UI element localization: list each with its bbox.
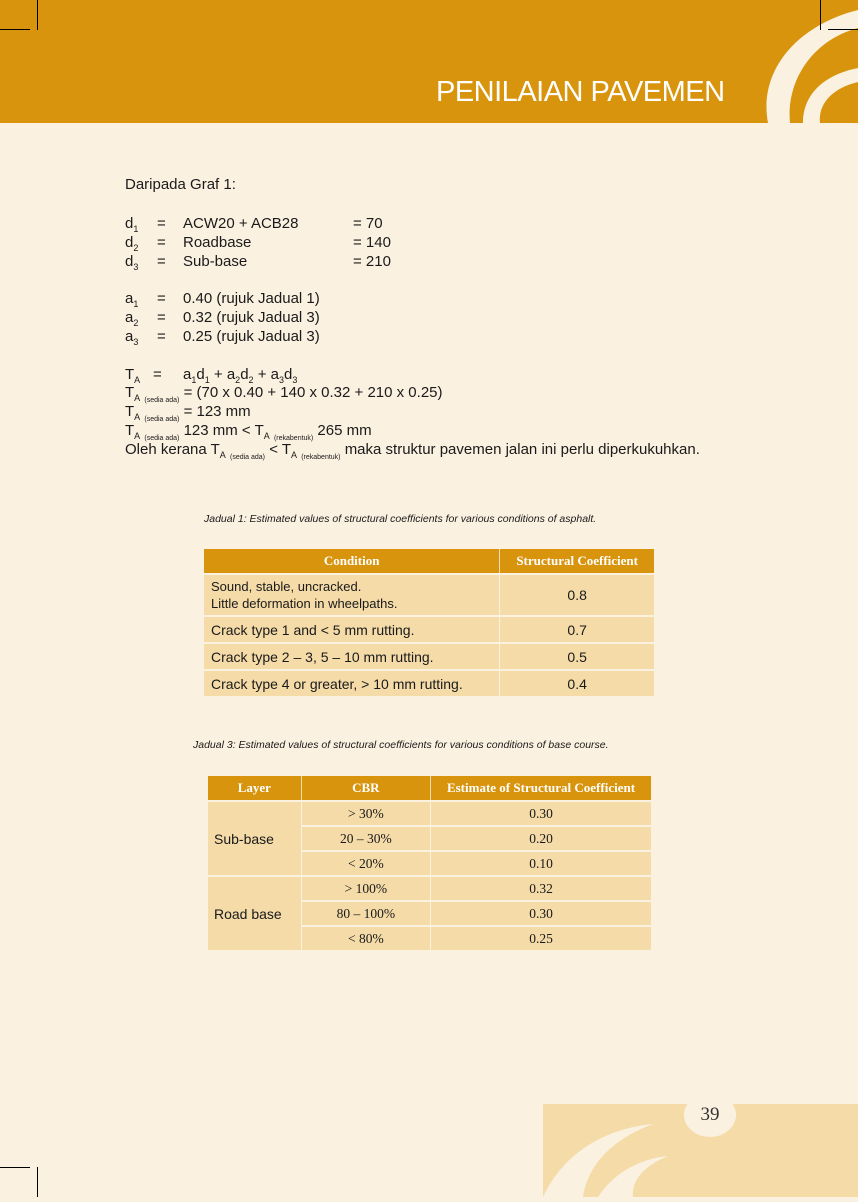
crop-mark <box>37 0 38 30</box>
col-header-condition: Condition <box>204 549 500 574</box>
table-row <box>204 670 654 696</box>
coefficient-cell: 0.8 <box>500 574 654 616</box>
d1-row: $d_1$ <box>125 215 139 234</box>
table-row <box>208 876 651 901</box>
formula-line-3: $T_A$ $_{(sedia ada)}$ = 123 mm <box>125 403 251 423</box>
coefficient-cell: 0.4 <box>500 670 654 696</box>
condition-cell: Sound, stable, uncracked. Little deformation in wheelpaths. <box>204 574 500 616</box>
coefficient-cell: 0.30 <box>431 801 652 826</box>
equals: = <box>157 215 166 232</box>
a1-desc: 0.40 (rujuk Jadual 1) <box>183 290 320 307</box>
coefficient-cell: 0.7 <box>500 616 654 643</box>
d2-value: = 140 <box>353 234 391 251</box>
formula-line-4: $T_A$ $_{(sedia ada)}$ 123 mm < $T_A$ $_{(rekabentuk)}$ 265 mm <box>125 422 372 442</box>
d3-row: $d_3$ <box>125 253 139 272</box>
condition-cell: Crack type 4 or greater, > 10 mm rutting. <box>204 670 500 696</box>
equals: = <box>153 366 162 383</box>
formula-ta: $T_A$ <box>125 366 141 385</box>
crop-mark <box>820 0 821 30</box>
page-number: 39 <box>700 1104 720 1125</box>
table-row <box>204 643 654 670</box>
formula-expression: $a_1d_1 + a_2d_2 + a_3d_3$ <box>183 366 298 385</box>
a1-row: $a_1$ <box>125 290 139 309</box>
col-header-layer: Layer <box>208 776 301 801</box>
a2-row: $a_2$ <box>125 309 139 328</box>
table3 <box>208 776 651 950</box>
conclusion-text: Oleh kerana $T_A$ $_{(sedia ada)} < T_A$ $_{(rekabentuk)}$ maka struktur pavemen jalan ini perlu diperkukuhkan. <box>125 441 700 461</box>
equals: = <box>157 290 166 307</box>
condition-cell: Crack type 1 and < 5 mm rutting. <box>204 616 500 643</box>
d1-value: = 70 <box>353 215 383 232</box>
a2-desc: 0.32 (rujuk Jadual 3) <box>183 309 320 326</box>
table-row <box>204 574 654 616</box>
d3-value: = 210 <box>353 253 391 270</box>
a3-row: $a_3$ <box>125 328 139 347</box>
cbr-cell: < 80% <box>301 926 430 950</box>
col-header-coefficient: Structural Coefficient <box>500 549 654 574</box>
d3-desc: Sub-base <box>183 253 248 270</box>
layer-cell: Road base <box>208 876 301 950</box>
col-header-estimate: Estimate of Structural Coefficient <box>431 776 652 801</box>
coefficient-cell: 0.32 <box>431 876 652 901</box>
table-row <box>208 801 651 826</box>
coefficient-cell: 0.25 <box>431 926 652 950</box>
crop-mark <box>37 1167 38 1197</box>
coefficient-cell: 0.5 <box>500 643 654 670</box>
layer-cell: Sub-base <box>208 801 301 876</box>
page-header <box>0 0 858 123</box>
d1-desc: ACW20 + ACB28 <box>183 215 299 232</box>
crop-mark <box>828 29 858 30</box>
table-header-row <box>208 776 651 801</box>
equals: = <box>157 328 166 345</box>
cbr-cell: 80 – 100% <box>301 901 430 926</box>
table-row <box>204 616 654 643</box>
formula-line-2: $T_A$ $_{(sedia ada)}$ = (70 x 0.40 + 140 x 0.32 + 210 x 0.25) <box>125 384 443 404</box>
cbr-cell: > 100% <box>301 876 430 901</box>
page-title: PENILAIAN PAVEMEN <box>436 76 725 108</box>
cbr-cell: 20 – 30% <box>301 826 430 851</box>
table1-caption: Jadual 1: Estimated values of structural coefficients for various conditions of asphalt. <box>204 513 597 525</box>
cbr-cell: > 30% <box>301 801 430 826</box>
coefficient-cell: 0.10 <box>431 851 652 876</box>
equals: = <box>157 234 166 251</box>
d2-desc: Roadbase <box>183 234 252 251</box>
cbr-cell: < 20% <box>301 851 430 876</box>
crop-mark <box>0 1167 30 1168</box>
equals: = <box>157 309 166 326</box>
coefficient-cell: 0.30 <box>431 901 652 926</box>
table1 <box>204 549 654 696</box>
table-header-row <box>204 549 654 574</box>
col-header-cbr: CBR <box>301 776 430 801</box>
coefficient-cell: 0.20 <box>431 826 652 851</box>
d2-row: $d_2$ <box>125 234 139 253</box>
crop-mark <box>0 29 30 30</box>
equals: = <box>157 253 166 270</box>
condition-cell: Crack type 2 – 3, 5 – 10 mm rutting. <box>204 643 500 670</box>
a3-desc: 0.25 (rujuk Jadual 3) <box>183 328 320 345</box>
intro-text: Daripada Graf 1: <box>125 176 236 193</box>
table3-caption: Jadual 3: Estimated values of structural coefficients for various conditions of base course. <box>193 739 609 751</box>
